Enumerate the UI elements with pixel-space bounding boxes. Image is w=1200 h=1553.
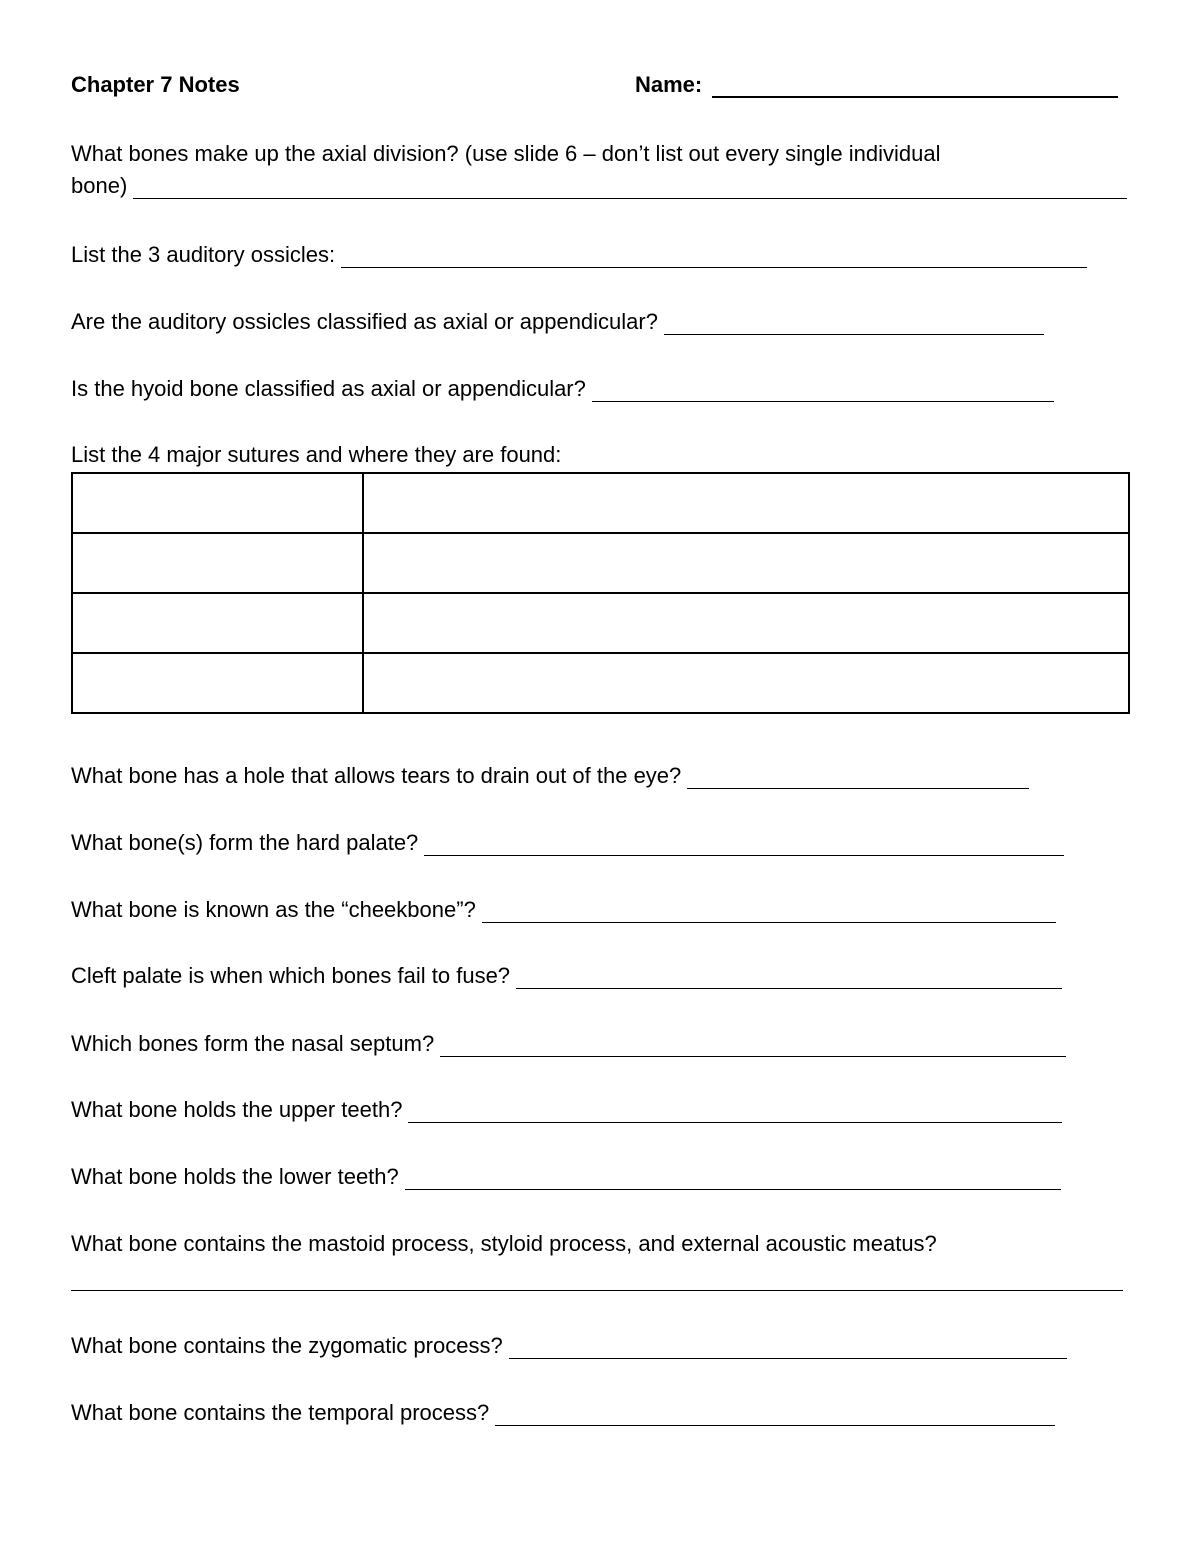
- answer-blank-zygomatic-process[interactable]: [509, 1338, 1067, 1359]
- answer-blank-temporal-features[interactable]: [71, 1278, 1123, 1291]
- answer-blank-axial-division[interactable]: [133, 178, 1127, 199]
- answer-blank-nasal-septum[interactable]: [440, 1036, 1066, 1057]
- question-text: What bone contains the mastoid process, styloid process, and external acoustic meatus?: [71, 1231, 937, 1256]
- suture-location-cell[interactable]: [363, 533, 1129, 593]
- table-row: [72, 533, 1129, 593]
- suture-name-cell[interactable]: [72, 473, 363, 533]
- question-temporal-features: [71, 1231, 937, 1257]
- suture-location-cell[interactable]: [363, 653, 1129, 713]
- answer-blank-ossicles-classification[interactable]: [664, 314, 1044, 335]
- question-text: What bone is known as the “cheekbone”?: [71, 897, 476, 922]
- table-row: [72, 593, 1129, 653]
- question-zygomatic-process: [71, 1333, 1067, 1359]
- suture-location-cell[interactable]: [363, 593, 1129, 653]
- answer-blank-lacrimal[interactable]: [687, 768, 1029, 789]
- name-field-group: [635, 72, 1118, 98]
- question-text: Are the auditory ossicles classified as axial or appendicular?: [71, 309, 658, 334]
- answer-blank-temporal-process[interactable]: [495, 1405, 1055, 1426]
- question-hyoid-classification: [71, 376, 1054, 402]
- question-text: What bone(s) form the hard palate?: [71, 830, 419, 855]
- question-temporal-process: [71, 1400, 1055, 1426]
- question-ossicles-classification: [71, 309, 1044, 335]
- question-text: Cleft palate is when which bones fail to fuse?: [71, 963, 511, 988]
- answer-blank-upper-teeth[interactable]: [408, 1102, 1062, 1123]
- question-sutures: [71, 442, 561, 468]
- table-row: [72, 653, 1129, 713]
- suture-name-cell[interactable]: [72, 653, 363, 713]
- suture-name-cell[interactable]: [72, 533, 363, 593]
- answer-blank-hard-palate[interactable]: [424, 835, 1064, 856]
- question-text-line1: What bones make up the axial division? (use slide 6 – don’t list out every single individual: [71, 141, 941, 166]
- question-auditory-ossicles: [71, 242, 1087, 268]
- question-text: Is the hyoid bone classified as axial or appendicular?: [71, 376, 586, 401]
- answer-blank-auditory-ossicles[interactable]: [341, 247, 1087, 268]
- question-text: List the 4 major sutures and where they are found:: [71, 442, 562, 467]
- question-text-line2: bone): [71, 173, 128, 198]
- name-label: Name:: [635, 72, 703, 97]
- question-upper-teeth: [71, 1097, 1062, 1123]
- question-text: What bone has a hole that allows tears to drain out of the eye?: [71, 763, 682, 788]
- question-text: What bone contains the zygomatic process?: [71, 1333, 503, 1358]
- question-lacrimal: [71, 763, 1029, 789]
- sutures-table: [71, 472, 1130, 714]
- name-blank[interactable]: [712, 72, 1118, 98]
- page-title: Chapter 7 Notes: [71, 72, 240, 97]
- answer-blank-cheekbone[interactable]: [482, 902, 1056, 923]
- question-text: What bone contains the temporal process?: [71, 1400, 490, 1425]
- answer-blank-cleft-palate[interactable]: [516, 968, 1062, 989]
- question-nasal-septum: [71, 1031, 1066, 1057]
- question-text: What bone holds the lower teeth?: [71, 1164, 399, 1189]
- question-text: List the 3 auditory ossicles:: [71, 242, 336, 267]
- suture-name-cell[interactable]: [72, 593, 363, 653]
- header: [71, 72, 1127, 104]
- question-text: Which bones form the nasal septum?: [71, 1031, 435, 1056]
- question-cleft-palate: [71, 963, 1062, 989]
- question-cheekbone: [71, 897, 1056, 923]
- question-line2: [71, 173, 1127, 199]
- answer-blank-lower-teeth[interactable]: [405, 1169, 1061, 1190]
- table-row: [72, 473, 1129, 533]
- question-axial-division: [71, 141, 1127, 199]
- question-text: What bone holds the upper teeth?: [71, 1097, 403, 1122]
- question-hard-palate: [71, 830, 1064, 856]
- answer-blank-hyoid-classification[interactable]: [592, 381, 1054, 402]
- question-lower-teeth: [71, 1164, 1061, 1190]
- suture-location-cell[interactable]: [363, 473, 1129, 533]
